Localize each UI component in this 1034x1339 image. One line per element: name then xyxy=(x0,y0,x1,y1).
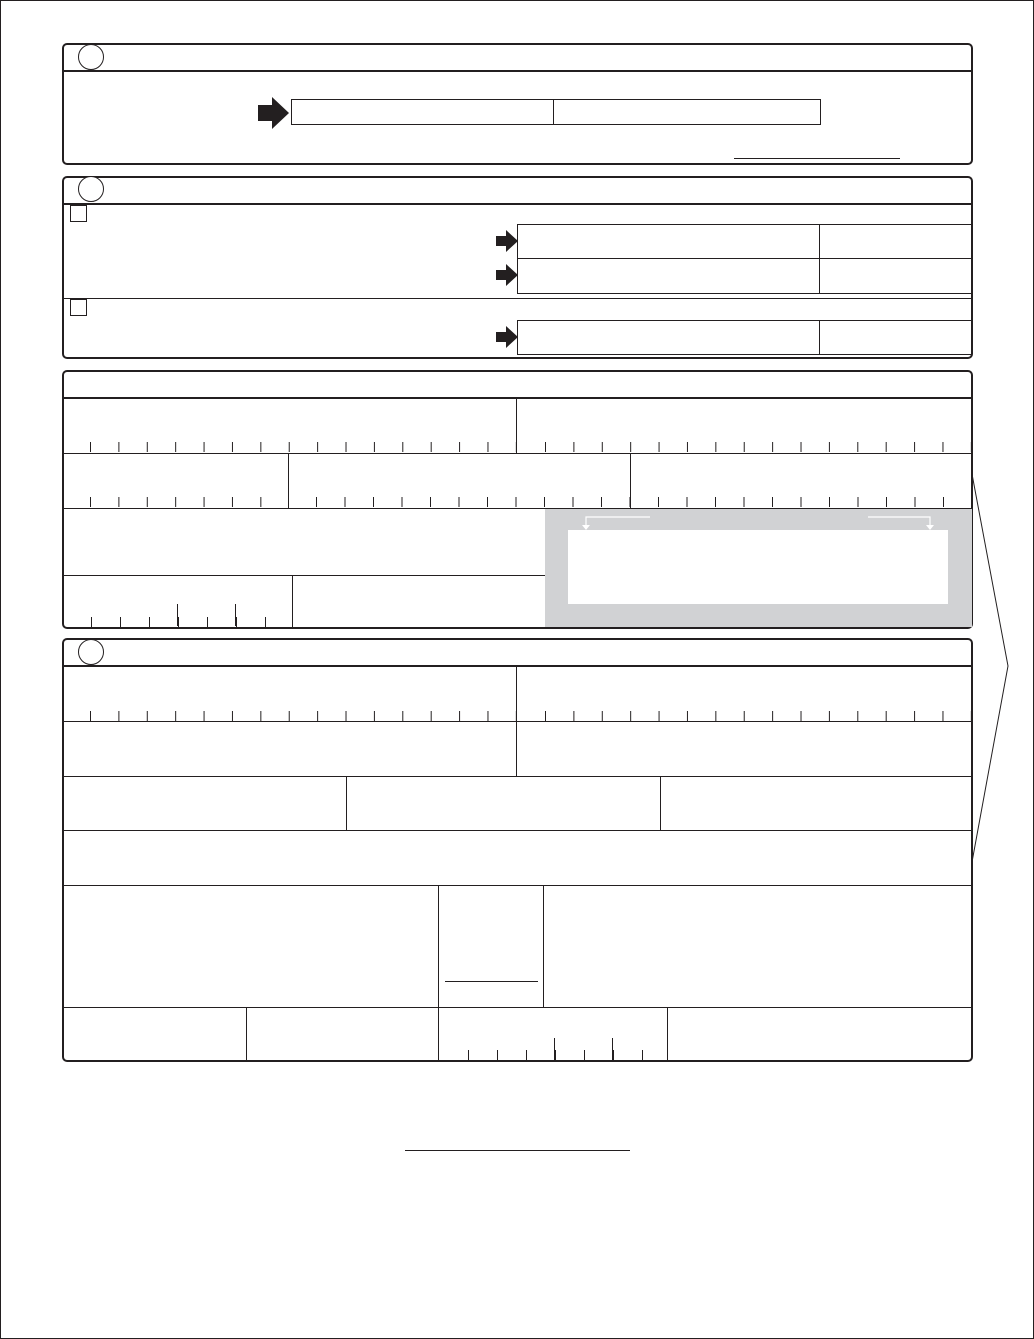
section-3-row2-field-left[interactable] xyxy=(63,722,516,775)
personal-row2-field-b[interactable] xyxy=(316,454,631,507)
arrow-right-icon xyxy=(495,325,519,349)
section-3-row5-field-right[interactable] xyxy=(544,886,972,1006)
personal-row2-field-a[interactable] xyxy=(90,454,289,507)
section-2-option-a-field-2[interactable] xyxy=(517,258,820,294)
section-2-option-a-checkbox[interactable] xyxy=(70,205,87,222)
section-3-row6-field-b[interactable] xyxy=(247,1008,438,1060)
personal-row1-field-right[interactable] xyxy=(545,400,971,452)
section-3-row5-field-mid[interactable] xyxy=(439,886,543,1006)
section-3-row1-divider xyxy=(516,667,517,722)
section-3-row3-field-a[interactable] xyxy=(63,777,346,829)
section-2-option-a-field-2-small[interactable] xyxy=(819,258,972,294)
section-2-option-b-field-small[interactable] xyxy=(819,320,972,355)
section-3-number-badge xyxy=(78,639,104,665)
section-personal-header-bar xyxy=(62,370,973,399)
section-1-number-badge xyxy=(78,44,104,70)
section-3-header-bar xyxy=(62,638,973,667)
arrow-right-icon xyxy=(256,96,290,130)
section-2-number-badge xyxy=(78,176,104,202)
bracket-arrow-right-icon xyxy=(864,513,938,531)
shaded-area-input-box[interactable] xyxy=(568,530,948,604)
section-3-row1-field-right[interactable] xyxy=(545,668,971,721)
section-3-row6-date-major-tick-2 xyxy=(612,1038,613,1060)
personal-row1-divider xyxy=(516,399,517,453)
section-1-signature-line[interactable] xyxy=(734,158,900,159)
section-2-option-a-field-1[interactable] xyxy=(517,224,820,259)
section-1-field-right[interactable] xyxy=(553,99,821,125)
section-2-option-b-field[interactable] xyxy=(517,320,820,355)
personal-row3-field-date[interactable] xyxy=(91,576,293,627)
arrow-right-icon xyxy=(495,229,519,253)
section-3-row6-field-date[interactable] xyxy=(468,1008,667,1060)
personal-row3-field-left-top[interactable] xyxy=(63,509,544,575)
personal-row2-field-c[interactable] xyxy=(658,454,972,507)
section-3-row6-date-major-tick-1 xyxy=(554,1038,555,1060)
section-3-row3-field-c[interactable] xyxy=(661,777,972,829)
section-3-row4-field-full[interactable] xyxy=(63,831,972,884)
section-3-row6-field-a[interactable] xyxy=(63,1008,246,1060)
section-3-row5-field-left[interactable] xyxy=(63,886,438,1006)
section-3-row5-mid-line xyxy=(445,981,538,982)
section-1-header-bar xyxy=(62,43,973,72)
personal-row3-field-mid[interactable] xyxy=(293,576,544,627)
right-margin-bracket xyxy=(970,470,1030,870)
personal-row1-field-left[interactable] xyxy=(90,400,517,452)
section-3-row3-field-b[interactable] xyxy=(347,777,660,829)
section-3-row6-divider-2 xyxy=(438,1007,439,1061)
section-1-field-left[interactable] xyxy=(291,99,554,125)
personal-row2-divider-2 xyxy=(630,453,631,508)
section-3-row6-field-d[interactable] xyxy=(668,1008,972,1060)
bottom-signature-line[interactable] xyxy=(405,1150,630,1151)
personal-row2-divider-1 xyxy=(288,453,289,508)
personal-row3-date-major-tick-2 xyxy=(235,604,236,626)
section-2-option-b-checkbox[interactable] xyxy=(70,299,87,316)
personal-row3-date-major-tick-1 xyxy=(177,604,178,626)
arrow-right-icon xyxy=(495,263,519,287)
section-2-divider xyxy=(62,298,973,299)
section-2-option-a-field-1-small[interactable] xyxy=(819,224,972,259)
section-3-row1-field-left[interactable] xyxy=(90,668,517,721)
section-3-row2-field-right[interactable] xyxy=(517,722,972,775)
section-2-header-bar xyxy=(62,176,973,205)
bracket-arrow-left-icon xyxy=(580,513,654,531)
